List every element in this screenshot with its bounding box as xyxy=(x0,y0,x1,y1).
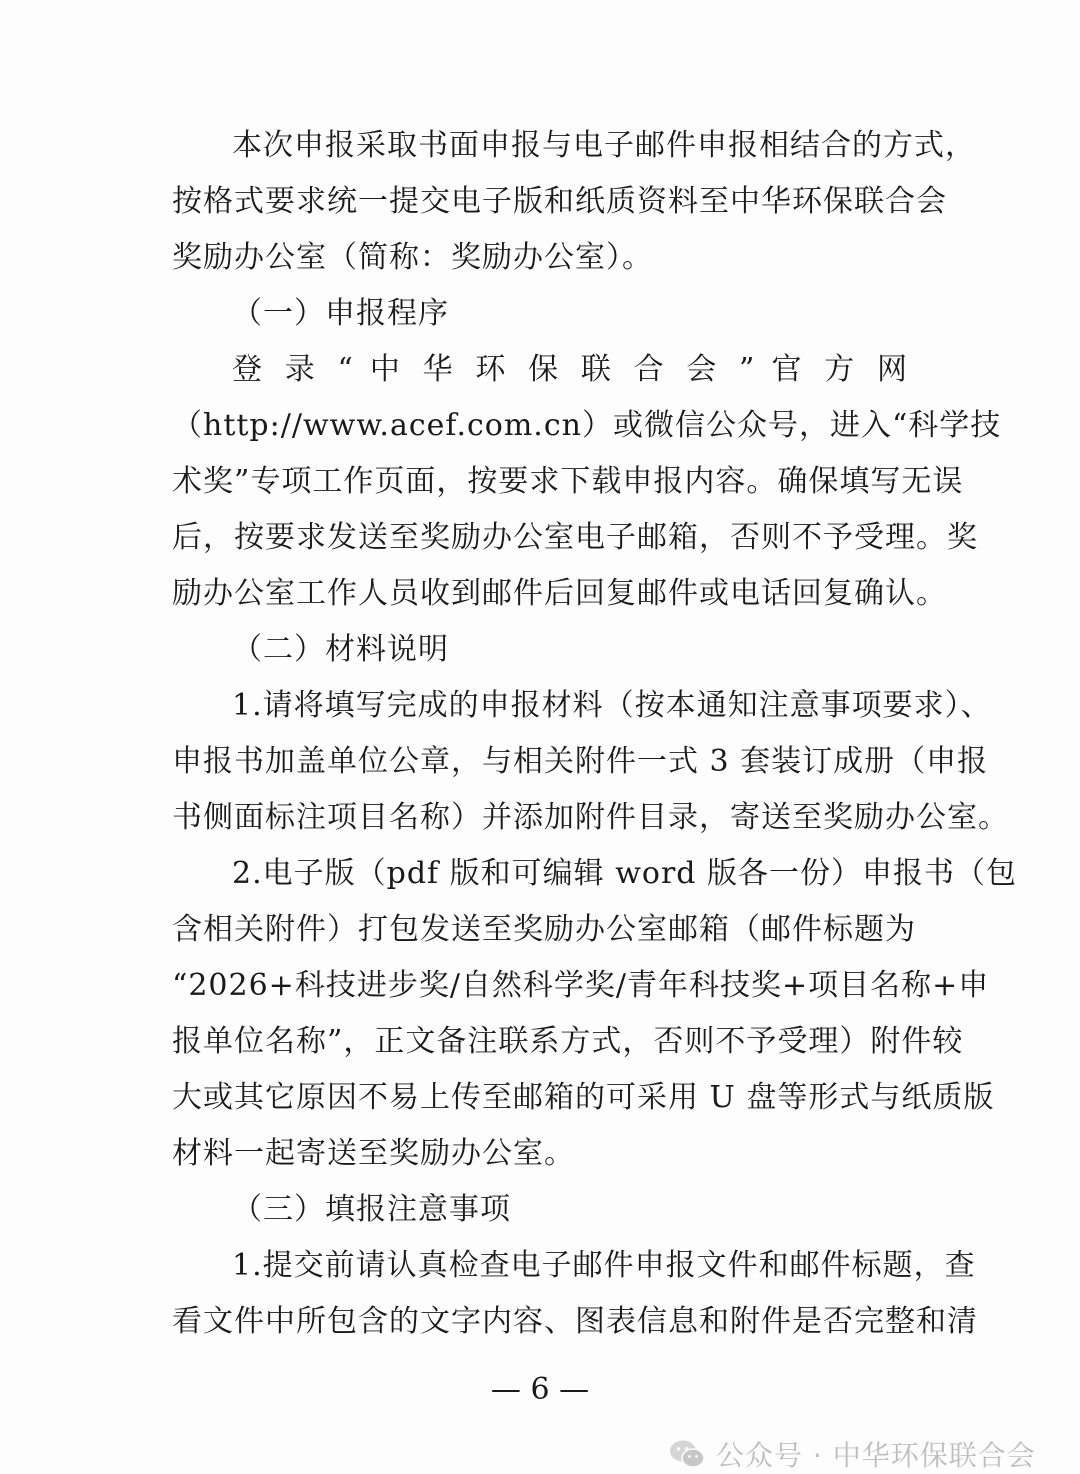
paragraph-line: 申报书加盖单位公章，与相关附件一式 3 套装订成册（申报 xyxy=(172,744,989,779)
paragraph-line: “2026+科技进步奖/自然科学奖/青年科技奖+项目名称+申 xyxy=(172,968,990,1003)
section-heading: （二）材料说明 xyxy=(232,632,449,667)
wechat-icon xyxy=(668,1439,706,1469)
paragraph-line: 含相关附件）打包发送至奖励办公室邮箱（邮件标题为 xyxy=(172,912,916,947)
paragraph-line: 按格式要求统一提交电子版和纸质资料至中华环保联合会 xyxy=(172,184,947,219)
paragraph-line: 励办公室工作人员收到邮件后回复邮件或电话回复确认。 xyxy=(172,576,947,611)
paragraph-line: 1.请将填写完成的申报材料（按本通知注意事项要求）、 xyxy=(232,688,992,723)
wechat-watermark xyxy=(668,1436,1036,1472)
paragraph-line: 术奖”专项工作页面，按要求下载申报内容。确保填写无误 xyxy=(172,464,964,499)
paragraph-line: 本次申报采取书面申报与电子邮件申报相结合的方式， xyxy=(232,128,976,163)
paragraph-line: 2.电子版（pdf 版和可编辑 word 版各一份）申报书（包 xyxy=(232,856,1018,891)
paragraph-line: 报单位名称”，正文备注联系方式，否则不予受理）附件较 xyxy=(172,1024,964,1059)
paragraph-line: 登 录 “ 中 华 环 保 联 合 会 ” 官 方 网 xyxy=(232,352,908,387)
paragraph-line: （http://www.acef.com.cn）或微信公众号，进入“科学技 xyxy=(172,408,1002,443)
paragraph-line: 书侧面标注项目名称）并添加附件目录，寄送至奖励办公室。 xyxy=(172,800,1009,835)
paragraph-line: 大或其它原因不易上传至邮箱的可采用 U 盘等形式与纸质版 xyxy=(172,1080,995,1115)
paragraph-line: 材料一起寄送至奖励办公室。 xyxy=(172,1136,575,1171)
paragraph-line: 后，按要求发送至奖励办公室电子邮箱，否则不予受理。奖 xyxy=(172,520,978,555)
paragraph-line: 奖励办公室（简称：奖励办公室）。 xyxy=(172,240,653,275)
page-number: — 6 — xyxy=(490,1372,590,1407)
watermark-text: 公众号 · 中华环保联合会 xyxy=(716,1439,1036,1472)
section-heading: （三）填报注意事项 xyxy=(232,1192,511,1227)
paragraph-line: 看文件中所包含的文字内容、图表信息和附件是否完整和清 xyxy=(172,1304,978,1339)
section-heading: （一）申报程序 xyxy=(232,296,449,331)
paragraph-line: 1.提交前请认真检查电子邮件申报文件和邮件标题，查 xyxy=(232,1248,976,1283)
